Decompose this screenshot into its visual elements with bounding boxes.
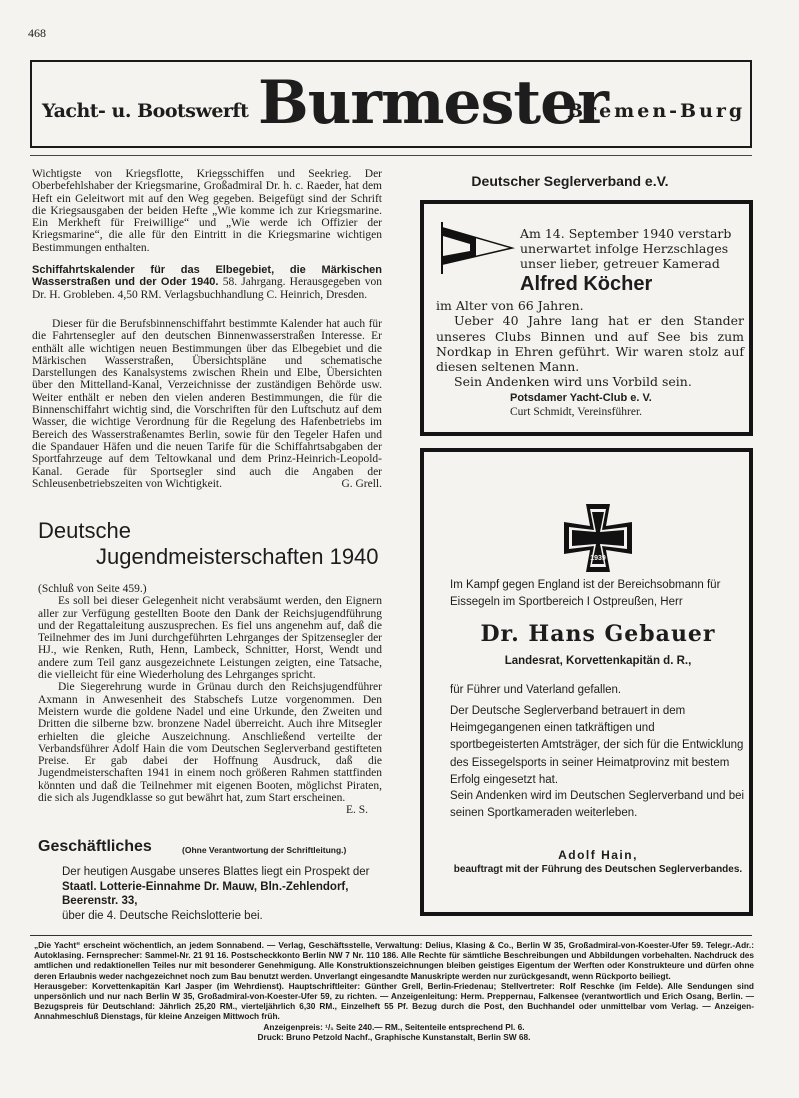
obituary-signature: Curt Schmidt, Vereinsführer. [510, 406, 643, 418]
signature-role: beauftragt mit der Führung des Deutschen Seglerverbandes. [453, 864, 743, 875]
obituary-line: unser lieber, getreuer Kamerad [520, 256, 720, 271]
obituary-intro [520, 226, 748, 271]
article-title-line1: Deutsche [38, 518, 131, 543]
obituary-line: für Führer und Vaterland gefallen. [450, 684, 622, 696]
page-number: 468 [28, 26, 46, 40]
article-paragraph: Wichtigste von Kriegsflotte, Kriegsschiffen und Seekrieg. Der Oberbefehlshaber der Kriegsmarine, Großadmiral Dr. h. c. Raeder, hat dem Heft ein Geleitwort mit auf den Weg gegeben. Beigefügt sind der Schrift die Kriegsausgaben der beiden Hefte „Wie komme ich zur Kriegsmarine. Ein Merkheft für Freiwillige“ und „Wie werde ich Offizier der Kriegsmarine“, die alle für den Eintritt in die Kriegsmarine wichtigen Bestimmungen enthalten. [32, 168, 382, 254]
notice-text [62, 865, 392, 923]
obituary-line: Am 14. September 1940 verstarb [520, 226, 732, 241]
banner-right-text: Bremen-Burg [567, 100, 746, 122]
obituary-paragraph: Der Deutsche Seglerverband betrauert in dem Heimgegangenen einen tatkräftigen und sportbegeisterten Amtsträger, der sich für die Entwicklung des Eissegelsports in seiner Heimatprovinz mit bestem Erfolg eingesetzt hat. [450, 705, 744, 786]
article-paragraph: Es soll bei dieser Gelegenheit nicht verabsäumt werden, den Eignern aller zur Verfügung gestellten Boote den Dank der Reichsjugendführung und der Regattaleitung auszusprechen. Es fiel uns angenehm auf, daß die Teilnehmer des im Juni durchgeführten Lehrganges der Spitzensegler der HJ., wie Renken, Ruth, Henn, Lambeck, Schnitter, Horst, Wendt und andere zum Teil ganz ausgezeichnete Leistungen zeigten, eine Tatsache, die vielleicht für eine Wiederholung des Lehrganges spricht. [38, 595, 382, 682]
deceased-name: Alfred Köcher [520, 273, 653, 295]
imprint-footer [34, 940, 754, 1042]
section-heading: Deutscher Seglerverband e.V. [471, 173, 669, 189]
advertisement-banner [30, 60, 752, 148]
header-divider [30, 155, 752, 156]
book-review [32, 318, 382, 490]
review-text: Dieser für die Berufsbinnenschiffahrt bestimmte Kalender hat auch für die Fahrtensegler auf den deutschen Binnenwasserstraßen Interesse. Er enthält alle wichtigen neuen Bestimmungen über das Elbegebiet und die Märkischen Wasserstraßen, Übersichtspläne und schematische Darstellungen des Kanalsystems zwischen Rhein und Elbe, Übersichten über den Mittelland-Kanal, Verzeichnisse der zuständigen Behörde usw. Weiter enthält er neben den vielen anderen Bestimmungen, die für die Binnenschiffahrt wichtig sind, die Vorschriften für den Luftschutz auf dem Wasser, die wichtige Verordnung für die Regelung des Hafenbetriebs im Bereich des Wasserstraßenamtes Berlin, sowie für den Tegeler Hafen und die Spandauer Häfen und die neuen Tarife für die Schiffahrtsabgaben der Sportfahrzeuge auf dem Teltowkanal und dem Prinz-Heinrich-Leopold-Kanal. Gerade für Sportsegler sind auch die Angaben der Schleusenbetriebszeiten von Wichtigkeit. [32, 318, 382, 490]
obituary-signature: Adolf Hain, [558, 848, 638, 862]
obituary-body [436, 298, 744, 390]
review-signature: G. Grell. [341, 477, 382, 490]
notice-advertiser: Staatl. Lotterie-Einnahme Dr. Mauw, Bln.-Zehlendorf, Beerenstr. 33, [62, 880, 349, 907]
section-title: Geschäftliches [38, 838, 152, 855]
obituary-line: im Alter von 66 Jahren. [436, 298, 584, 313]
club-pennant-icon [436, 218, 516, 276]
book-details: 58. Jahrgang. Herausgegeben von Dr. H. Grobleben. 4,50 RM. Verlagsbuchhandlung C. Heinrich, Dresden. [32, 276, 383, 301]
imprint-paragraph: „Die Yacht“ erscheint wöchentlich, an jedem Sonnabend. — Verlag, Geschäftsstelle, Verwaltung: Delius, Klasing & Co., Berlin W 35, Großadmiral-von-Koester-Ufer 59. Telegr.-Adr.: Autoklasing. Fernsprecher: Sammel-Nr. 21 91 16. Postscheckkonto Berlin NW 7 Nr. 110 186. Alle Rechte für sämtliche Beschreibungen und Abbildungen vorbehalten. Nachdruck des amtlichen und redaktionellen Teiles nur mit besonderer Genehmigung. Alle Konstruktionszeichnungen bleiben geistiges Eigentum der Werften oder Konstrukteure und dürfen ohne deren Erlaubnis weder nachgezeichnet noch zum Bau benutzt werden. Unverlangt eingesandte Manuskripte werden nur zurückgesandt, wenn Rückporto beiliegt. [34, 940, 754, 981]
cross-year: 1939 [590, 555, 606, 562]
article-title-line2: Jugendmeisterschaften 1940 [96, 544, 379, 569]
obituary-intro: Im Kampf gegen England ist der Bereichsobmann für Eissegeln im Sportbereich I Ostpreußen, Herr [450, 579, 721, 608]
banner-brand-name: Burmester [258, 68, 608, 138]
notice-line: über die 4. Deutsche Reichslotterie bei. [62, 909, 263, 922]
book-title: Schiffahrtskalender für das Elbegebiet, die Märkischen Wasserstraßen und der Oder 1940. [32, 264, 382, 289]
imprint-paragraph: Herausgeber: Korvettenkapitän Karl Jasper (im Wehrdienst). Hauptschriftleiter: Günther Grell, Berlin-Friedenau; Stellvertreter: Rolf Reschke (im Felde). Alle Sendungen sind unpersönlich und nur nach Berlin W 35, Großadmiral-von-Koester-Ufer 59, zu richten. — Anzeigenleitung: Herm. Preppernau, Falkensee (verantwortlich und Erich Osang, Berlin. — Bezugspreis für Deutschland: Jährlich 25,20 RM., vierteljährlich 6,30 RM., Einzelheft 55 Pf. Bezug durch die Post, den Buchhandel oder unmittelbar vom Verlag. — Anzeigen-Annahmeschluß Dienstags, für kleine Anzeigen Mittwoch früh. [34, 980, 754, 1022]
section-note: (Ohne Verantwortung der Schriftleitung.) [182, 845, 347, 855]
imprint-line: Anzeigenpreis: ¹/₁ Seite 240.— RM., Seitenteile entsprechend Pl. 6. [263, 1021, 525, 1032]
article-body [38, 583, 382, 817]
article-signature: E. S. [345, 804, 368, 817]
iron-cross-icon [560, 500, 636, 576]
deceased-title: Landesrat, Korvettenkapitän d. R., [504, 655, 692, 667]
obituary-line: Sein Andenken wird uns Vorbild sein. [454, 374, 692, 390]
article-reference: (Schluß von Seite 459.) [38, 583, 147, 595]
imprint-line: Druck: Bruno Petzold Nachf., Graphische Kunstanstalt, Berlin SW 68. [257, 1031, 531, 1042]
footer-divider [30, 935, 752, 936]
obituary-line: unerwartet infolge Herzschlages [520, 241, 729, 256]
article-paragraph: Die Siegerehrung wurde in Grünau durch den Reichsjugendführer Axmann in Anwesenheit des Stabschefs Lutze vorgenommen. Den Meistern wurde die goldene Nadel und eine Urkunde, den Zweiten und Dritten die silberne bzw. bronzene Nadel überreicht. Auch ihre Mitsegler erhielten die gleiche Auszeichnung. Anschließend verteilte der Verbandsführer Adolf Hain die vom Deutschen Seglerverband gestifteten Preise. Er gab dabei der Hoffnung Ausdruck, daß die Jugendmeisterschaften 1941 in einem noch größeren Rahmen stattfinden könnten und daß die Teilnehmer mit eigenen Booten, möglichst Piraten, die sich als Jugendklasse so gut bewährt hat, zum Start erscheinen. [38, 681, 382, 805]
book-entry [32, 264, 382, 301]
deceased-name: Dr. Hans Gebauer [480, 621, 716, 647]
obituary-paragraph: Sein Andenken wird im Deutschen Seglerverband und bei seinen Sportkameraden weiterleben. [450, 790, 745, 820]
obituary-paragraph: Ueber 40 Jahre lang hat er den Stander unseres Clubs Binnen und auf See bis zum Nordkap in Ehren geführt. Wir waren stolz auf diesen seltenen Mann. [436, 313, 744, 375]
notice-line: Der heutigen Ausgabe unseres Blattes liegt ein Prospekt der [62, 866, 370, 878]
club-name: Potsdamer Yacht-Club e. V. [510, 392, 652, 404]
banner-left-text: Yacht- u. Bootswerft [42, 100, 249, 122]
